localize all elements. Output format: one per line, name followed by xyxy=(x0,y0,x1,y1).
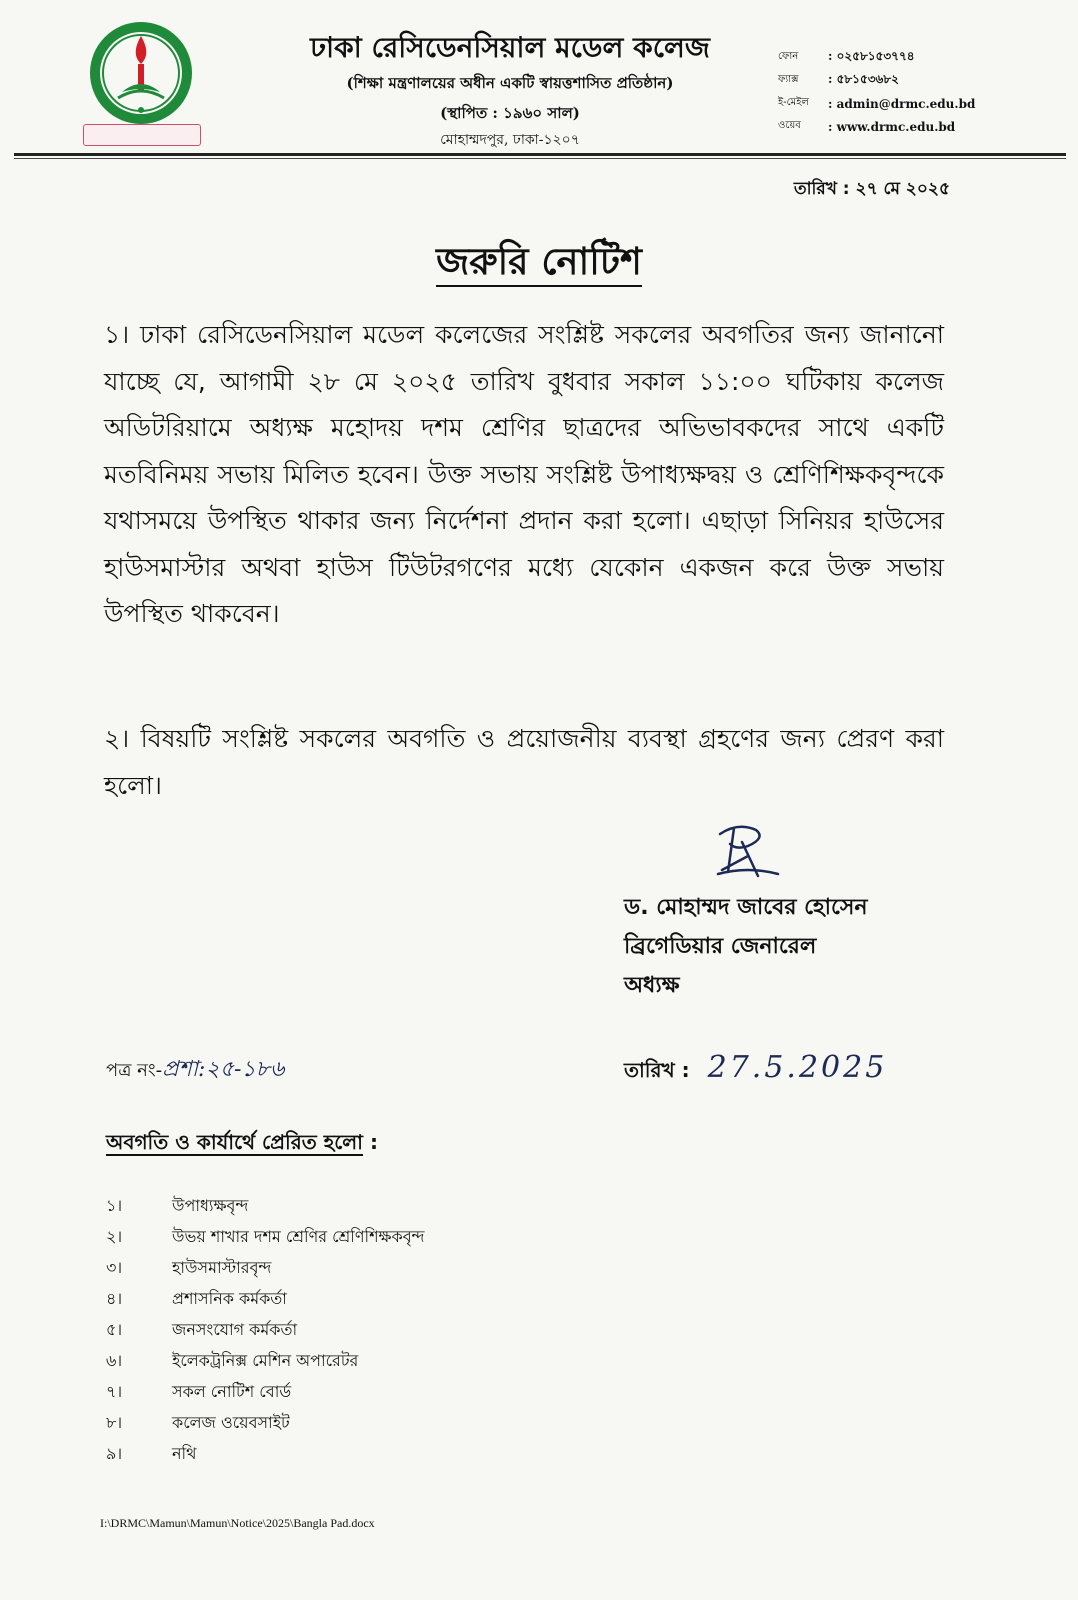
cc-heading-text: অবগতি ও কার্যার্থে প্রেরিত হলো xyxy=(106,1130,363,1154)
list-item-number: ৩। xyxy=(106,1258,123,1277)
contact-email xyxy=(778,92,975,115)
notice-title-text: জরুরি নোটিশ xyxy=(436,240,642,287)
list-item-text: উপাধ্যক্ষবৃন্দ xyxy=(172,1196,249,1215)
notice-paragraph-2: ২। বিষয়টি সংশ্লিষ্ট সকলের অবগতি ও প্রয়োজনীয় ব্যবস্থা গ্রহণের জন্য প্রেরণ করা হলো। xyxy=(104,724,944,800)
contact-phone xyxy=(778,46,975,69)
cc-heading-suffix: : xyxy=(362,1130,378,1154)
college-logo-icon xyxy=(88,20,194,126)
college-name: ঢাকা রেসিডেনসিয়াল মডেল কলেজ xyxy=(310,31,710,64)
contact-value: : admin@drmc.edu.bd xyxy=(828,96,976,111)
list-item-text: জনসংযোগ কর্মকর্তা xyxy=(172,1320,298,1339)
list-item-text: হাউসমাস্টারবৃন্দ xyxy=(172,1258,272,1277)
header-divider-thick xyxy=(14,153,1066,156)
list-item-text: কলেজ ওয়েবসাইট xyxy=(172,1413,290,1432)
list-item xyxy=(106,1253,424,1284)
signatory-rank: ব্রিগেডিয়ার জেনারেল xyxy=(624,934,817,959)
reference-number xyxy=(106,1052,284,1089)
signatory-name: ড. মোহাম্মদ জাবের হোসেন xyxy=(624,895,868,920)
file-path-footer: I:\DRMC\Mamun\Mamun\Notice\2025\Bangla Pad.docx xyxy=(100,1516,375,1530)
list-item-number: ১। xyxy=(106,1196,123,1215)
list-item-number: ৬। xyxy=(106,1351,123,1370)
cc-list xyxy=(106,1191,424,1470)
contact-web xyxy=(778,115,975,138)
list-item xyxy=(106,1439,424,1470)
contact-value: : www.drmc.edu.bd xyxy=(828,119,956,134)
list-item-number: ৮। xyxy=(106,1413,123,1432)
list-item xyxy=(106,1191,424,1222)
college-subtitle: (শিক্ষা মন্ত্রণালয়ের অধীন একটি স্বায়ত্তশাসিত প্রতিষ্ঠান) xyxy=(346,74,674,92)
logo-caption-banner xyxy=(83,124,201,146)
signature-icon xyxy=(708,820,788,882)
contact-label: ই-মেইল xyxy=(778,97,809,108)
list-item-text: প্রশাসনিক কর্মকর্তা xyxy=(172,1289,287,1308)
reference-handwritten: প্রশা:২৫-১৮৬ xyxy=(162,1057,285,1082)
signed-date-handwritten: 27.5.2025 xyxy=(707,1050,888,1085)
college-address: মোহাম্মদপুর, ঢাকা-১২০৭ xyxy=(440,132,580,148)
list-item-text: উভয় শাখার দশম শ্রেণির শ্রেণিশিক্ষকবৃন্দ xyxy=(172,1227,425,1246)
list-item-text: ইলেকট্রনিক্স মেশিন অপারেটর xyxy=(172,1351,359,1370)
reference-label: পত্র নং- xyxy=(106,1060,163,1081)
established-year: (স্থাপিত : ১৯৬০ সাল) xyxy=(440,104,580,122)
signatory-designation: অধ্যক্ষ xyxy=(624,973,680,998)
list-item xyxy=(106,1315,424,1346)
signatory-block xyxy=(624,888,868,1005)
list-item xyxy=(106,1377,424,1408)
signed-date-label: তারিখ : xyxy=(624,1058,690,1082)
contact-label: ফোন xyxy=(778,51,799,62)
notice-title xyxy=(0,232,1078,295)
contact-block xyxy=(778,46,975,138)
contact-label: ফ্যাক্স xyxy=(778,74,799,85)
list-item xyxy=(106,1346,424,1377)
contact-label: ওয়েব xyxy=(778,120,801,131)
contact-value: : ০২৫৮১৫৩৭৭৪ xyxy=(828,48,915,63)
list-item-text: নথি xyxy=(172,1444,197,1463)
list-item xyxy=(106,1408,424,1439)
list-item-number: ৯। xyxy=(106,1444,123,1463)
contact-value: : ৫৮১৫৩৬৮২ xyxy=(828,71,899,86)
cc-heading xyxy=(106,1128,378,1161)
list-item xyxy=(106,1284,424,1315)
notice-date: তারিখ : ২৭ মে ২০২৫ xyxy=(793,179,950,199)
notice-paragraph-1: ১। ঢাকা রেসিডেনসিয়াল মডেল কলেজের সংশ্লিষ্ট সকলের অবগতির জন্য জানানো যাচ্ছে যে, আগামী ২৮ মে ২০২৫ তারিখ বুধবার সকাল ১১:০০ ঘটিকায় কলেজ অডিটরিয়ামে অধ্যক্ষ মহোদয় দশম শ্রেণির ছাত্রদের অভিভাবকদের সাথে একটি মতবিনিময় সভায় মিলিত হবেন। উক্ত সভায় সংশ্লিষ্ট উপাধ্যক্ষদ্বয় ও শ্রেণিশিক্ষকবৃন্দকে যথাসময়ে উপস্থিত থাকার জন্য নির্দেশনা প্রদান করা হলো। এছাড়া সিনিয়র হাউসের হাউসমাস্টার অথবা হাউস টিউটরগণের মধ্যে যেকোন একজন করে উক্ত সভায় উপস্থিত থাকবেন। xyxy=(104,320,944,628)
list-item-number: ২। xyxy=(106,1227,123,1246)
signed-date xyxy=(624,1050,887,1089)
list-item-number: ৭। xyxy=(106,1382,123,1401)
list-item-number: ৫। xyxy=(106,1320,123,1339)
list-item-number: ৪। xyxy=(106,1289,123,1308)
list-item-text: সকল নোটিশ বোর্ড xyxy=(172,1382,292,1401)
header-divider-thin xyxy=(14,158,1066,159)
list-item xyxy=(106,1222,424,1253)
contact-fax xyxy=(778,69,975,92)
